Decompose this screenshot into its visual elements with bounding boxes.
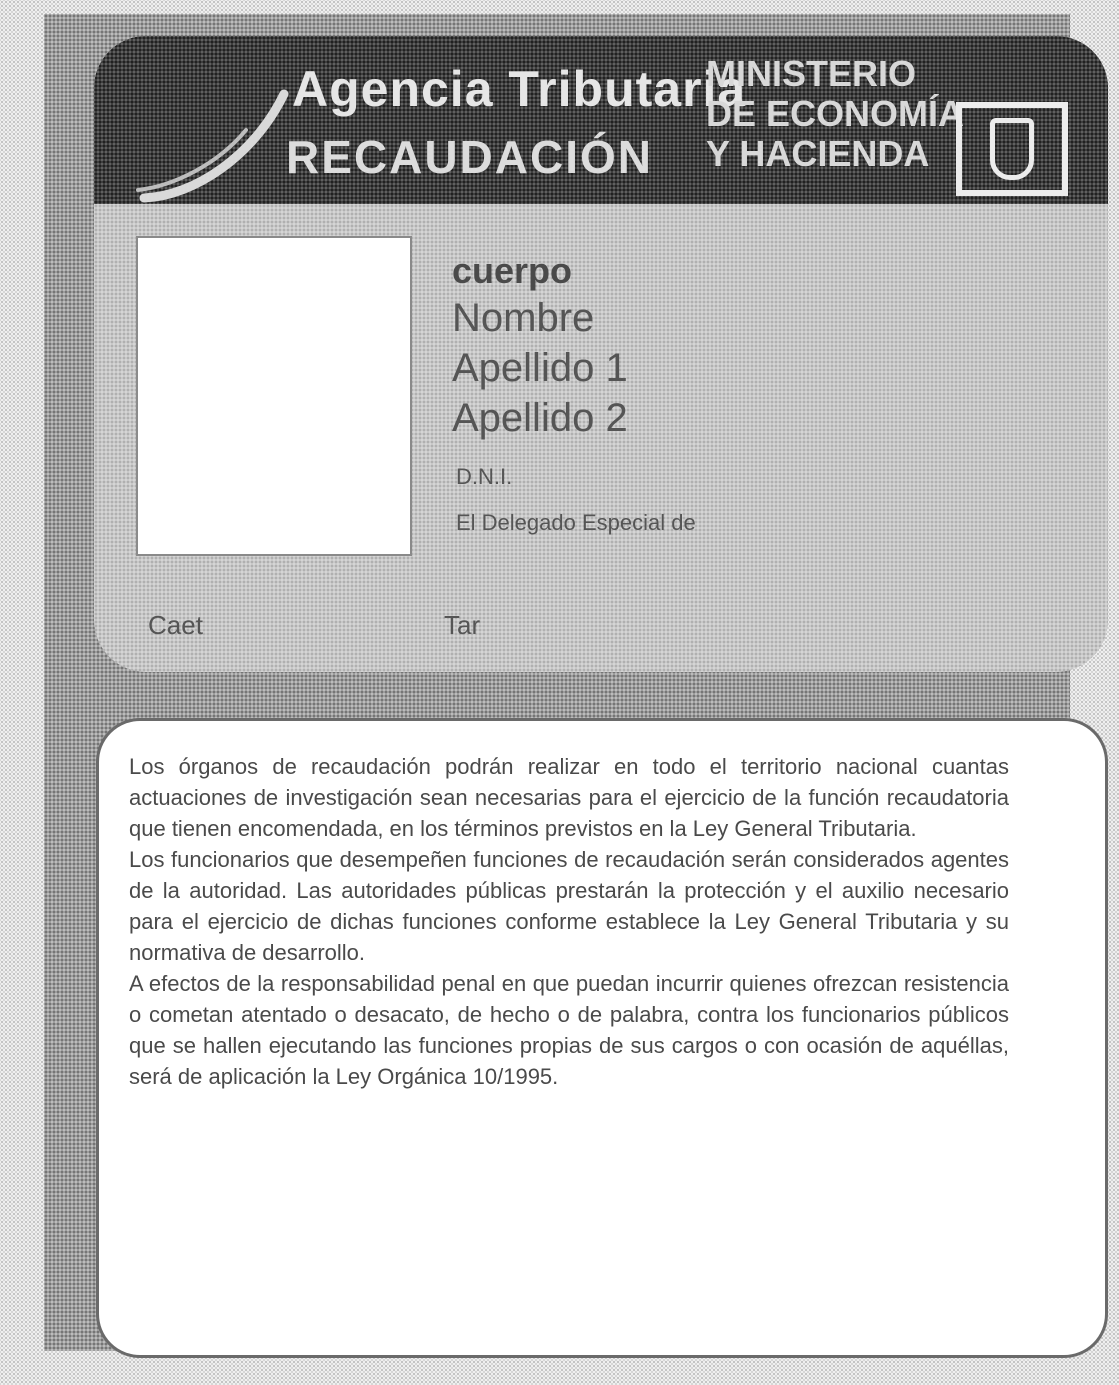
ministry-line: Y HACIENDA <box>706 133 930 174</box>
card-sheet <box>44 14 1070 1351</box>
apellido1-label: Apellido 1 <box>452 346 628 390</box>
emblem-icon <box>956 102 1068 196</box>
delegado-label: El Delegado Especial de <box>456 510 696 535</box>
id-card-front <box>94 36 1108 672</box>
legal-paragraph: Los órganos de recaudación podrán realizar en todo el territorio nacional cuantas actuaciones de investigación sean necesarias para el ejercicio de la función recaudatoria que tienen encomendada, en los términos previstos en la Ley General Tributaria. <box>129 754 1009 841</box>
tar-label: Tar <box>444 610 481 640</box>
ministry-line: MINISTERIO <box>706 53 917 94</box>
dni-label: D.N.I. <box>456 464 513 489</box>
shield-icon <box>990 118 1034 180</box>
legal-paragraph: A efectos de la responsabilidad penal en que puedan incurrir quienes ofrezcan resistencia o cometan atentado o desacato, de hecho o de palabra, contra los funcionarios públicos que se hallen ejecutando las funciones propias de sus cargos o con ocasión de aquéllas, será de aplicación la Ley Orgánica 10/1995. <box>129 971 1009 1089</box>
caet-label: Caet <box>148 610 203 640</box>
nombre-label: Nombre <box>452 296 595 340</box>
ministry-line: DE ECONOMÍA <box>706 93 965 134</box>
legal-text <box>129 751 1009 1092</box>
agency-title: Agencia Tributaria <box>292 61 747 117</box>
swoosh-logo-icon <box>134 86 294 206</box>
ministry-name <box>706 54 966 174</box>
cuerpo-label: cuerpo <box>452 250 573 291</box>
department-title: RECAUDACIÓN <box>286 131 653 183</box>
photo-placeholder <box>136 236 412 556</box>
legal-paragraph: Los funcionarios que desempeñen funciones de recaudación serán considerados agentes de la autoridad. Las autoridades públicas prestarán la protección y el auxilio necesario para el ejercicio de dichas funciones conforme establece la Ley General Tributaria y su normativa de desarrollo. <box>129 847 1009 965</box>
apellido2-label: Apellido 2 <box>452 396 628 440</box>
id-card-back <box>96 718 1108 1358</box>
card-header <box>94 36 1108 204</box>
